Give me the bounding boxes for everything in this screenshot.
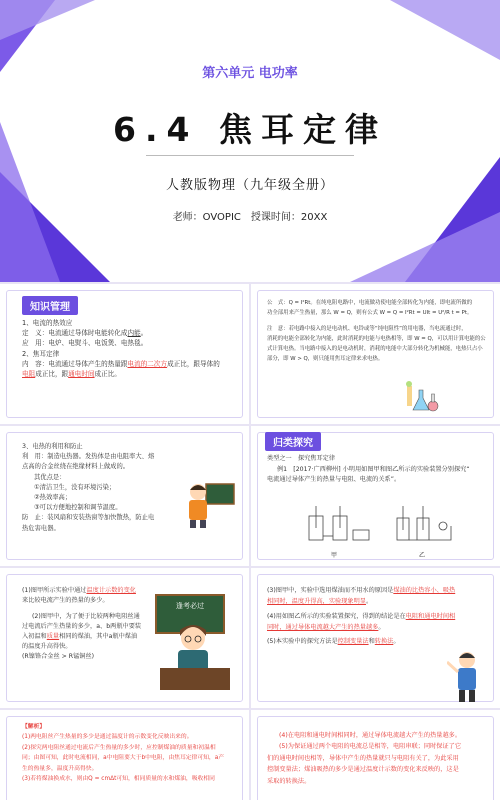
text-line: ②热效率高；: [34, 493, 72, 501]
desk: [160, 668, 230, 690]
text-line: (1)图甲所示实验中通过温度计示数的变化: [22, 587, 136, 594]
content-text: [22, 722, 242, 785]
unit-label: 第六单元 电功率: [202, 66, 298, 81]
text-line: 的温度升高得快。: [22, 643, 72, 651]
text-line: 2、焦耳定律: [22, 349, 60, 358]
text-line: (4)用如图乙所示的实验装置探究，得到的结论是在电阻和通电时间相: [267, 612, 456, 620]
text-line: 其优点是：: [34, 473, 66, 481]
text-line: 3、电热的利用和防止: [22, 443, 83, 450]
text-line: (R镍铬合金丝 > R锰铜丝): [22, 653, 95, 661]
content-text: [267, 298, 493, 364]
text-line: 功全部用来产生热量，那么 W = Q，则有公式 W = Q = I²Rt = UIt = U²/R t = Pt。: [267, 310, 473, 316]
text-line: (2)图甲中，为了便于比较两种电阻丝通: [32, 613, 140, 621]
text-line: 入初温和质量相同的煤油，其中a瓶中煤油: [22, 633, 138, 641]
slide-analysis-cont[interactable]: [251, 710, 500, 800]
slide-formula[interactable]: [251, 284, 500, 424]
figure-label-a: 甲: [331, 552, 338, 559]
content-text: [22, 442, 192, 534]
text-line: 防 止：装风扇和安装热窗等加快散热，防止电: [22, 514, 155, 522]
title-divider: [146, 155, 354, 156]
content-text: [267, 454, 493, 486]
text-line: (5)本实验中的探究方法是控制变量法和转换法。: [267, 638, 400, 646]
text-line: 点高的合金丝绕在绝缘材料上做成的。: [22, 463, 130, 471]
content-text: [22, 586, 162, 662]
text-line: 来比较电流产生的热量的多少。: [22, 597, 109, 605]
page-title: 6.4 焦耳定律: [113, 110, 387, 149]
text-line: ①清洁卫生，没有环境污染；: [34, 483, 116, 491]
text-line: ③可以方便地控制和调节温度。: [34, 504, 122, 512]
text-line: (2)探究两电阻丝通过电流后产生热量的多少时，应控制煤油的质量和初温相: [22, 744, 216, 751]
apparatus-figure-a: [303, 506, 373, 550]
text-line: 1、电流的热效应: [22, 319, 73, 327]
slide-example[interactable]: [251, 426, 500, 566]
text-line: 同；由图可知，此时电流相同，a中电阻要大于b中电阻，由焦耳定律可知，a产: [22, 755, 225, 762]
text-line: 过电流后产生热量的多少，a、b两瓶中要装: [22, 623, 142, 631]
teacher-pointing-illustration: [447, 648, 491, 702]
text-line: 消耗的电能全部转化为内能，此时消耗的电能与电热相等，即 W = Q，可以用计算电能的公: [267, 336, 486, 342]
text-line: 生的热量多，温度升高得快。: [22, 765, 98, 772]
chalkboard-text: 逢考必过: [176, 602, 204, 610]
text-line: 例1 [2017·广西柳州] 小明用如图甲和图乙所示的实验装置分别探究“: [277, 465, 470, 473]
slide-knowledge[interactable]: [0, 284, 249, 424]
text-line: 公 式：Q = I²Rt。在纯电阻电路中，电流做功使电能全部转化为内能，即电流所做的: [267, 300, 473, 306]
slide-question-1-2[interactable]: [0, 568, 249, 708]
text-line: 采取的转换法。: [267, 777, 311, 785]
text-line: 内 容：电流通过导体产生的热量跟电流的二次方成正比，跟导体的: [22, 359, 220, 368]
cover-slide[interactable]: [0, 0, 500, 282]
analysis-heading: 【解析】: [22, 724, 46, 730]
figure-label-b: 乙: [419, 552, 426, 559]
section-header: 归类探究: [265, 432, 321, 451]
text-line: (3)若将煤油换成水，则由Q = cmΔt可知，相同质量的水和煤油，吸收相同: [22, 776, 215, 783]
text-line: 电阻成正比，跟通电时间成正比。: [22, 370, 121, 379]
teacher-info: 老师：OVOPIC 授课时间：20XX: [172, 212, 328, 223]
text-line: (4)在电阻和通电时间相同时，通过导体电流越大产生的热量越多。: [279, 732, 462, 739]
content-text: [267, 730, 493, 787]
text-line: 注 意：若电路中接入的是电动机、电铃或等“纯电阻性”的用电器，当电流通过时，: [267, 326, 467, 332]
text-line: 电流通过导体产生的热量与电阻、电流的关系”。: [267, 476, 401, 484]
corner-decoration-top-left-2: [0, 0, 95, 40]
text-line: 同时，通过导体电流越大产生的热量越多。: [267, 623, 385, 631]
text-line: (1)两电阻丝产生热量的多少是通过温度计的示数变化反映出来的。: [22, 734, 193, 741]
text-line: 热危害电器。: [22, 524, 60, 532]
text-line: 式计算电热。当电路中接入的是电动机时，消耗的电能中大部分转化为机械能，电热只占小: [267, 346, 483, 352]
corner-decoration-top-right: [390, 0, 500, 60]
subtitle: 人教版物理（九年级全册）: [165, 178, 334, 193]
text-line: 定 义：电流通过导体时电能转化成内能。: [22, 329, 148, 338]
text-line: (3)图甲中，实验中选用煤油而不用水的原因是煤油的比热容小、吸热: [267, 587, 456, 594]
slide-analysis[interactable]: [0, 710, 249, 800]
text-line: 类型之一 探究焦耳定律: [267, 455, 336, 462]
student-illustration: [180, 476, 236, 528]
slide-heat-use[interactable]: [0, 426, 249, 566]
text-line: 控制变量法；煤油吸热的多少是通过温度计示数的变化来反映的，这是: [267, 766, 459, 774]
text-line: 利 用：制造电热器。发热体是由电阻率大、熔: [22, 453, 155, 461]
apparatus-figure-b: [391, 506, 461, 550]
lab-flasks-illustration: [401, 380, 441, 416]
text-line: 部分，即 W > Q，则只能用焦耳定律来求电热。: [267, 356, 384, 362]
text-line: 应 用：电炉、电熨斗、电饭煲、电热毯。: [22, 339, 148, 348]
content-text: [267, 586, 489, 648]
content-text: [22, 318, 240, 379]
text-line: 们的通电时间也相等，导体中产生的热量就只与电阻有关了，为此采用: [267, 754, 459, 762]
slide-question-3-5[interactable]: [251, 568, 500, 708]
section-header: 知识管理: [22, 296, 78, 315]
text-line: (5)为保证通过两个电阻的电流总是相等，电阻串联；同时保证了它: [279, 743, 462, 751]
text-line: 相同时，温度升得高，实验现象明显。: [267, 597, 373, 605]
